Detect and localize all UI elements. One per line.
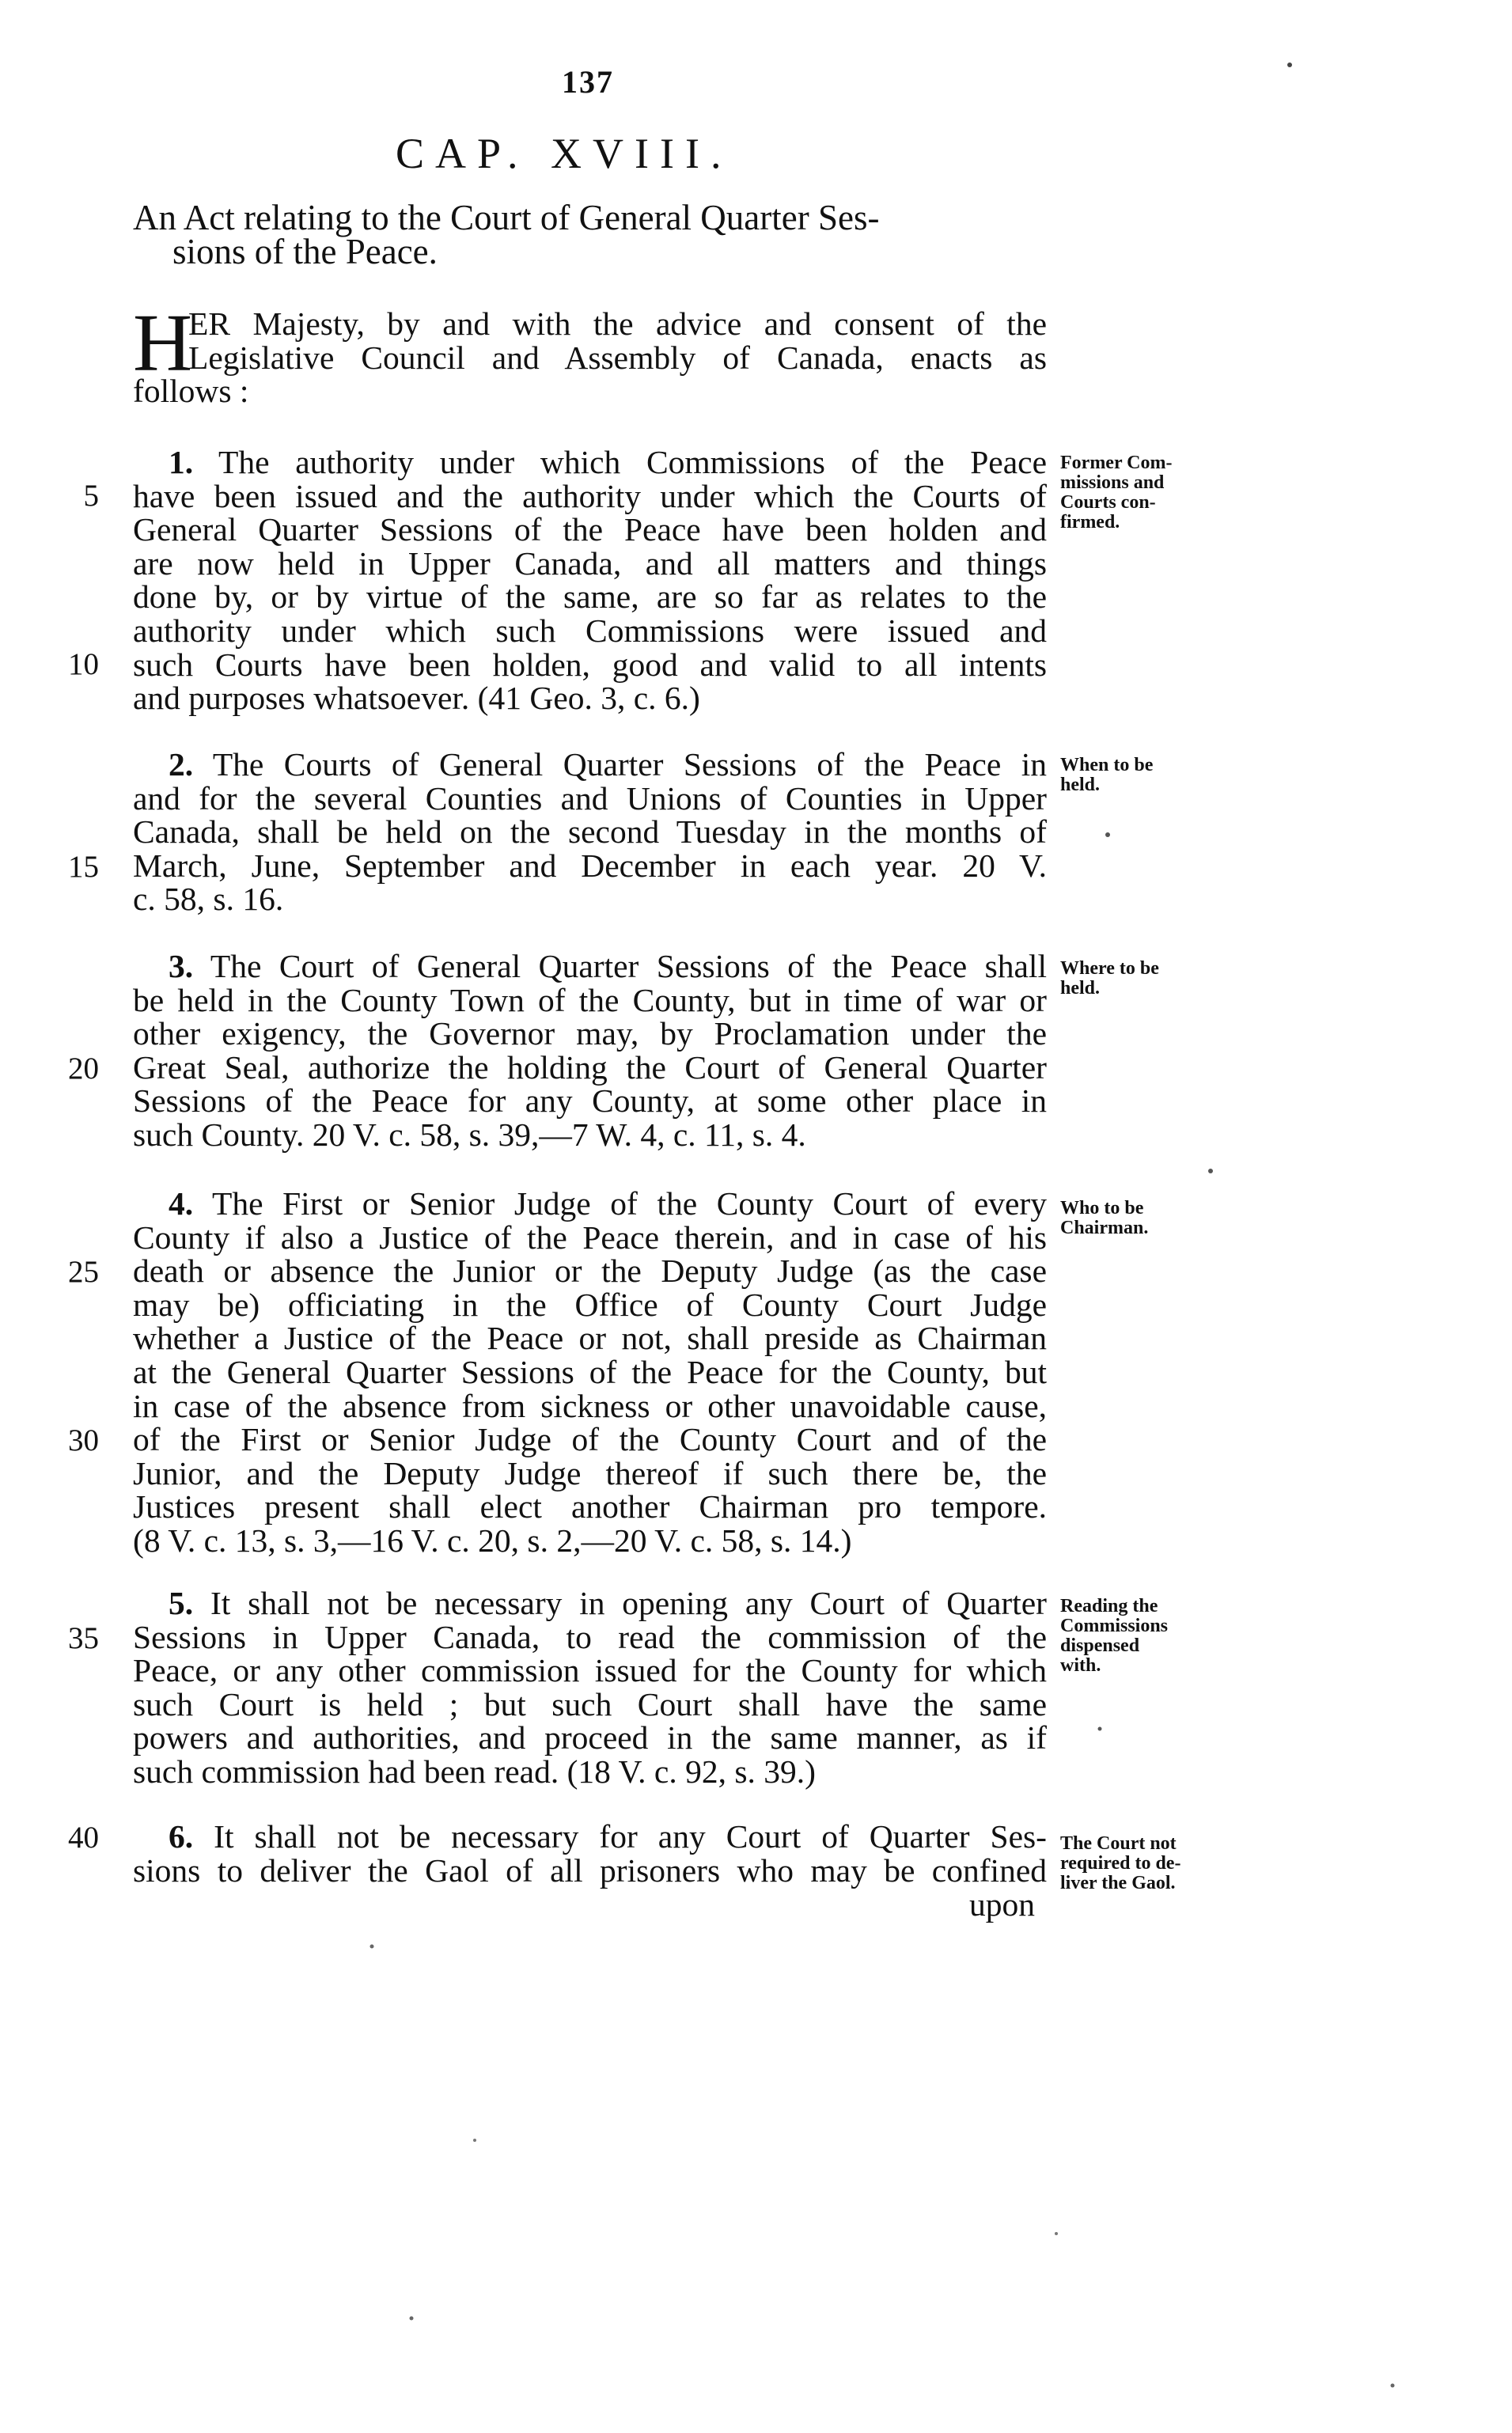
section-line: Great Seal, authorize the holding the Court of General Quarter	[133, 1048, 1047, 1086]
section-line: and for the several Counties and Unions of Counties in Upper	[133, 779, 1047, 817]
section-line: Sessions in Upper Canada, to read the commission of the	[133, 1618, 1047, 1655]
section-line: It shall not be necessary for any Court of Quarter Ses-	[214, 1818, 1048, 1855]
section-line: such Courts have been holden, good and valid to all intents	[133, 646, 1047, 683]
line-number: 40	[68, 1821, 99, 1855]
line-number: 20	[68, 1052, 99, 1086]
margin-note-line: Reading the	[1060, 1596, 1158, 1616]
section-line: Peace, or any other commission issued for the County for which	[133, 1652, 1047, 1689]
line-number: 30	[68, 1423, 99, 1457]
margin-note-line: When to be	[1060, 755, 1154, 775]
line-number: 35	[68, 1621, 99, 1655]
section-line: such Court is held ; but such Court shall have the same	[133, 1685, 1047, 1722]
section-number: 2.	[169, 746, 194, 783]
section-line: powers and authorities, and proceed in the same manner, as if	[133, 1719, 1047, 1757]
section-line: General Quarter Sessions of the Peace have been holden and	[133, 511, 1047, 548]
section-number: 1.	[169, 444, 194, 480]
section-line: other exigency, the Governor may, by Proclamation under the	[133, 1015, 1047, 1052]
section-line: of the First or Senior Judge of the County Court and of the	[133, 1421, 1047, 1458]
section-line: Sessions of the Peace for any County, at some other place in	[133, 1082, 1047, 1120]
section-line: at the General Quarter Sessions of the Peace for the County, but	[133, 1353, 1047, 1390]
margin-note-line: The Court not	[1060, 1833, 1177, 1854]
act-title-line: sions of the Peace.	[172, 231, 438, 271]
section-number: 5.	[169, 1585, 194, 1621]
section-line: and purposes whatsoever. (41 Geo. 3, c. 6.)	[133, 680, 700, 717]
margin-note-line: required to de-	[1060, 1853, 1181, 1874]
section-number: 6.	[169, 1818, 194, 1855]
margin-note-line: held.	[1060, 775, 1101, 795]
chapter-heading: CAP. XVIII.	[396, 130, 733, 177]
line-number: 25	[68, 1255, 99, 1289]
section-line: whether a Justice of the Peace or not, shall preside as Chairman	[133, 1320, 1047, 1357]
section-line: death or absence the Junior or the Deputy Judge (as the case	[133, 1253, 1047, 1290]
section-line: County if also a Justice of the Peace therein, and in case of his	[133, 1218, 1047, 1256]
line-number: 10	[68, 647, 99, 681]
section-line: may be) officiating in the Office of County Court Judge	[133, 1286, 1047, 1323]
drop-cap: H	[133, 297, 193, 388]
section-line: The authority under which Commissions of the Peace	[218, 444, 1047, 480]
margin-note-line: Chairman.	[1060, 1218, 1149, 1238]
margin-note-line: missions and	[1060, 472, 1165, 493]
margin-note-line: with.	[1060, 1655, 1101, 1676]
section-line: are now held in Upper Canada, and all matters and things	[133, 544, 1047, 582]
section-line: The Court of General Quarter Sessions of the Peace shall	[210, 948, 1047, 984]
section-line: such commission had been read. (18 V. c. 92, s. 39.)	[133, 1753, 816, 1790]
section-line: c. 58, s. 16.	[133, 881, 284, 918]
section-line: Canada, shall be held on the second Tuesday in the months of	[133, 813, 1047, 851]
catchword: upon	[969, 1886, 1035, 1923]
page-number: 137	[562, 64, 614, 100]
section-line: (8 V. c. 13, s. 3,—16 V. c. 20, s. 2,—20 V. c. 58, s. 14.)	[133, 1522, 852, 1559]
section-line: done by, or by virtue of the same, are so far as relates to the	[133, 578, 1047, 616]
preamble-line: Legislative Council and Assembly of Canada, enacts as	[188, 339, 1047, 376]
section-line: March, June, September and December in each year. 20 V.	[133, 847, 1047, 884]
margin-note-line: dispensed	[1060, 1635, 1140, 1656]
act-title-line: An Act relating to the Court of General Quarter Ses-	[133, 198, 880, 237]
margin-note-line: liver the Gaol.	[1060, 1873, 1176, 1893]
section-line: It shall not be necessary in opening any Court of Quarter	[210, 1585, 1047, 1621]
section-line: such County. 20 V. c. 58, s. 39,—7 W. 4, c. 11, s. 4.	[133, 1116, 806, 1153]
section-line: The Courts of General Quarter Sessions of the Peace in	[212, 746, 1047, 783]
preamble-line: ER Majesty, by and with the advice and consent of the	[188, 305, 1047, 342]
margin-note-line: Courts con-	[1060, 492, 1156, 513]
section-line: Junior, and the Deputy Judge thereof if such there be, the	[133, 1454, 1047, 1491]
section-line: in case of the absence from sickness or other unavoidable cause,	[133, 1387, 1047, 1424]
section-number: 3.	[169, 948, 194, 984]
margin-note-line: firmed.	[1060, 512, 1120, 532]
section-line: sions to deliver the Gaol of all prisoners who may be confined	[133, 1851, 1047, 1889]
section-line: Justices present shall elect another Chairman pro tempore.	[133, 1488, 1047, 1525]
margin-note-line: Commissions	[1060, 1616, 1169, 1636]
margin-note-line: Where to be	[1060, 958, 1159, 979]
section-line: be held in the County Town of the County, but in time of war or	[133, 981, 1047, 1018]
preamble-last-line: follows :	[133, 373, 249, 409]
margin-note-line: Former Com-	[1060, 453, 1173, 473]
section-number: 4.	[169, 1185, 194, 1222]
line-number: 15	[68, 850, 99, 884]
margin-note-line: Who to be	[1060, 1198, 1144, 1218]
margin-note-line: held.	[1060, 978, 1101, 999]
section-line: authority under which such Commissions were issued and	[133, 612, 1047, 649]
line-number: 5	[83, 479, 99, 513]
section-line: have been issued and the authority under which the Courts of	[133, 477, 1047, 514]
section-line: The First or Senior Judge of the County Court of every	[211, 1185, 1047, 1222]
